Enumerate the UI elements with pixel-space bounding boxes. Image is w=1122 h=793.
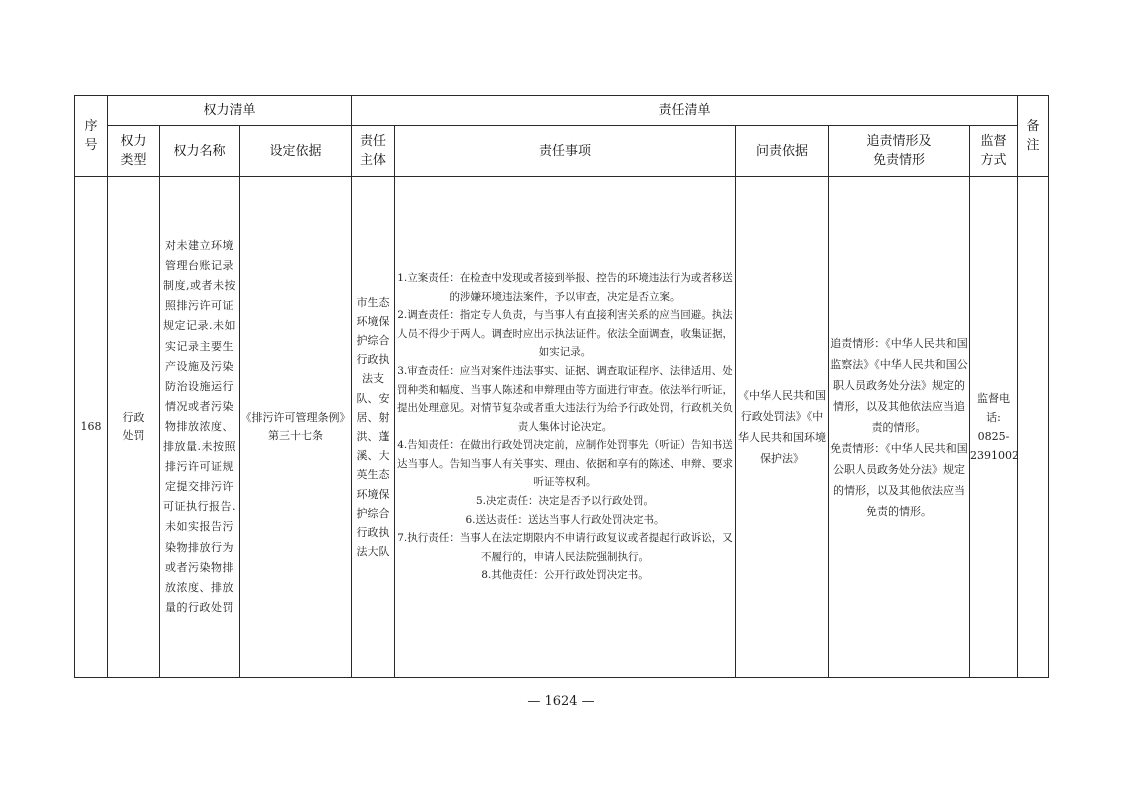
header-supervision: 监督方式: [970, 126, 1018, 177]
pursue-text: 追责情形：《中华人民共和国监察法》《中华人民共和国公职人员政务处分法》规定的情形，以及其他依法应当追责的情形。: [830, 336, 968, 434]
item-3: 3.审查责任：应当对案件违法事实、证据、调查取证程序、法律适用、处罚种类和幅度、当事人陈述和申辩理由等方面进行审查。依法举行听证，提出处理意见。对情节复杂或者重大违法行为给予行政处罚，行政机关负责人集体讨论决定。: [397, 364, 733, 433]
cell-pursue: [829, 177, 970, 678]
exempt-text: 免责情形：《中华人民共和国公职人员政务处分法》规定的情形，以及其他依法应当免责的情形。: [830, 441, 968, 518]
table-row: [75, 177, 1049, 678]
header-items: 责任事项: [395, 126, 736, 177]
power-name-text: 对未建立环境管理台账记录制度,或者未按照排污许可证规定记录.未如实记录主要生产设施及污染防治设施运行情况或者污染物排放浓度、排放量.未按照排污许可证规定提交排污许可证执行报告.未如实报告污染物排放行为或者污染物排放浓度、排放量的行政处罚: [163, 239, 236, 614]
item-1: 1.立案责任：在检查中发现或者接到举报、控告的环境违法行为或者移送的涉嫌环境违法案件，予以审查，决定是否立案。: [397, 271, 733, 303]
cell-basis: [240, 177, 352, 678]
subject-text: 市生态环境保护综合行政执法支队、安居、射洪、蓬溪、大英生态环境保护综合行政执法大队: [356, 295, 390, 559]
cell-type: 行政处罚: [108, 177, 160, 678]
supervision-phone: 0825-2391002: [970, 430, 1019, 462]
item-2: 2.调查责任：指定专人负责，与当事人有直接利害关系的应当回避。执法人员不得少于两人。调查时应出示执法证件。依法全面调查，收集证据，如实记录。: [397, 309, 733, 359]
cell-seq: 168: [75, 177, 108, 678]
accountability-basis-text: 《中华人民共和国行政处罚法》《中华人民共和国环境保护法》: [738, 389, 826, 465]
header-power-list: 权力清单: [108, 96, 352, 126]
header-subject: 责任主体: [352, 126, 395, 177]
header-power-name: 权力名称: [160, 126, 240, 177]
supervision-label: 监督电话:: [977, 392, 1011, 424]
page-number: — 1624 —: [527, 694, 595, 709]
header-responsibility-list: 责任清单: [352, 96, 1018, 126]
cell-power-name: [160, 177, 240, 678]
header-basis: 设定依据: [240, 126, 352, 177]
item-6: 6.送达责任：送达当事人行政处罚决定书。: [465, 513, 665, 526]
item-8: 8.其他责任：公开行政处罚决定书。: [481, 569, 649, 582]
header-accountability-basis: 问责依据: [736, 126, 829, 177]
cell-accountability-basis: [736, 177, 829, 678]
item-7: 7.执行责任：当事人在法定期限内不申请行政复议或者提起行政诉讼，又不履行的，申请人民法院强制执行。: [397, 532, 733, 563]
power-responsibility-table: [74, 95, 1049, 678]
header-pursue: 追责情形及免责情形: [829, 126, 970, 177]
item-4: 4.告知责任：在做出行政处罚决定前，应制作处罚事先（听证）告知书送达当事人。告知当事人有关事实、理由、依据和享有的陈述、申辩、要求听证等权利。: [397, 439, 733, 489]
basis-text: 《排污许可管理条例》第三十七条: [240, 411, 351, 442]
header-seq: 序号: [75, 96, 108, 177]
cell-supervision: [970, 177, 1018, 678]
cell-remark: [1018, 177, 1049, 678]
item-5: 5.决定责任：决定是否予以行政处罚。: [475, 495, 655, 508]
cell-subject: [352, 177, 395, 678]
cell-items: [395, 177, 736, 678]
header-power-type: 权力类型: [108, 126, 160, 177]
header-remark: 备注: [1018, 96, 1049, 177]
